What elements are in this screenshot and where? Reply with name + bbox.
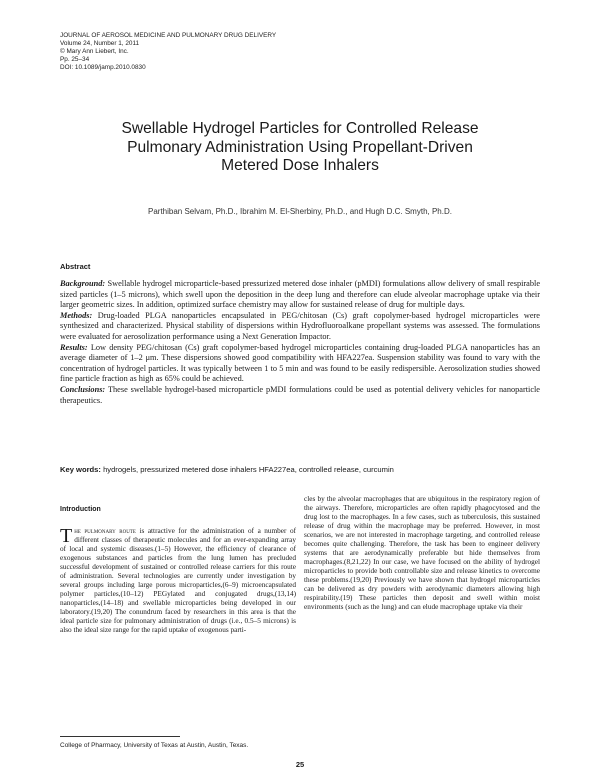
methods-label: Methods: (60, 310, 93, 320)
journal-copyright: © Mary Ann Liebert, Inc. (60, 48, 129, 56)
title-line-1: Swellable Hydrogel Particles for Controlled Release (121, 120, 479, 137)
background-text: Swellable hydrogel microparticle-based pressurized metered dose inhaler (pMDI) formulations allow delivery of small respirable sized particles (1–5 microns), which swell upon the deposition in the deep lung and therefore can elude alveolar macrophage uptake via their larger geometric sizes. In addition, optimized surface chemistry may allow for sustained release of drug for multiple days. (60, 279, 540, 310)
background-label: Background: (60, 279, 106, 288)
abstract-conclusions (60, 385, 540, 406)
conclusions-text: These swellable hydrogel-based microparticle pMDI formulations could be used as potential delivery vehicles for nanoparticle therapeutics. (60, 384, 540, 405)
abstract-methods (60, 311, 540, 343)
introduction-left-column (60, 527, 296, 635)
journal-doi: DOI: 10.1089/jamp.2010.0830 (60, 64, 146, 72)
footnote-divider (60, 736, 180, 737)
lead-smallcaps: he pulmonary route (74, 527, 136, 535)
right-column-text: cles by the alveolar macrophages that are ubiquitous in the respiratory region of the airways. Therefore, microparticles are often rapidly phagocytosed and the drug lost to the macrophages. In a few cases, such as tuberculosis, this sustained release of drug within the macrophage may be preferred. However, in most scenarios, we are not interested in macrophage targeting, and controlled release becomes quite challenging. Therefore, the task has been to engineer delivery systems that are aerodynamically preferable but hide themselves from macrophages.(8,21,22) In our case, we have focused on the ability of hydrogel microparticles to provide both controllable size and release kinetics to overcome these problems.(19,20) Previously we have shown that hydrogel microparticles can be delivered as dry powders with aerodynamic diameters allowing high respirability.(19) These particles then deposit and swell within moist environments (such as the lung) and can elude macrophage uptake via their (304, 495, 540, 611)
keywords-text: hydrogels, pressurized metered dose inhalers HFA227ea, controlled release, curcumin (103, 465, 394, 474)
page-number: 25 (295, 760, 305, 769)
paper-title (60, 120, 540, 176)
abstract-background (60, 279, 540, 311)
journal-name: JOURNAL OF AEROSOL MEDICINE AND PULMONARY DRUG DELIVERY (60, 32, 277, 39)
left-column-text: is attractive for the administration of a number of different classes of therapeutic molecules and for an ever-expanding array of local and systemic diseases.(1–5) However, the efficiency of clearance of exogenous substances and particles from the lung lumen has precluded successful development of sustained or controlled release carriers for this route of administration. Several technologies are currently under investigation by several groups including large porous microparticles,(6–9) microencapsulated polymer particles,(10–12) PEGylated and conjugated drugs,(13,14) nanoparticles,(14–18) and swellable microparticles being developed in our laboratory.(19,20) The conundrum faced by researchers in this area is that the ideal particle size for pulmonary administration of drugs (i.e., 0.5–5 microns) is also the ideal size range for the rapid uptake of exogenous parti- (60, 527, 296, 634)
title-line-2: Pulmonary Administration Using Propellant-Driven (127, 138, 473, 156)
introduction-heading: Introduction (60, 506, 101, 513)
abstract-body (60, 279, 540, 406)
abstract-heading: Abstract (60, 262, 91, 271)
affiliation-footnote: College of Pharmacy, University of Texas at Austin, Austin, Texas. (60, 742, 249, 749)
conclusions-label: Conclusions: (60, 384, 106, 394)
results-label: Results: (60, 342, 88, 352)
journal-header (60, 32, 460, 72)
journal-volume: Volume 24, Number 1, 2011 (60, 40, 140, 48)
drop-cap: T (60, 525, 73, 547)
journal-pages: Pp. 25–34 (60, 56, 90, 64)
results-text: Low density PEG/chitosan (Cs) graft copolymer-based hydrogel microparticles containing drug-loaded PLGA nanoparticles has an average diameter of 1–2 μm. These dispersions showed good compatibility with HFA227ea. Suspension stability was found to vary with the concentration of hydrogel particles. It was typically between 1 to 5 min and was found to be easily redispersible. Aerosolization studies showed fine particle fraction as high as 65% could be achieved. (60, 342, 541, 384)
keywords (60, 465, 540, 474)
keywords-label: Key words: (60, 465, 101, 474)
abstract-results (60, 343, 540, 385)
introduction-right-column (304, 495, 540, 612)
methods-text: Drug-loaded PLGA nanoparticles encapsulated in PEG/chitosan (Cs) graft copolymer-based hydrogel microparticles were synthesized and characterized. Physical stability of dispersions within Hydrofluoroalkane propellant systems was assessed. The formulations were evaluated for aerosolization performance using a Next Generation Impactor. (60, 310, 540, 341)
author-list: Parthiban Selvam, Ph.D., Ibrahim M. El-Sherbiny, Ph.D., and Hugh D.C. Smyth, Ph.D. (148, 207, 452, 216)
title-line-3: Metered Dose Inhalers (221, 157, 379, 175)
